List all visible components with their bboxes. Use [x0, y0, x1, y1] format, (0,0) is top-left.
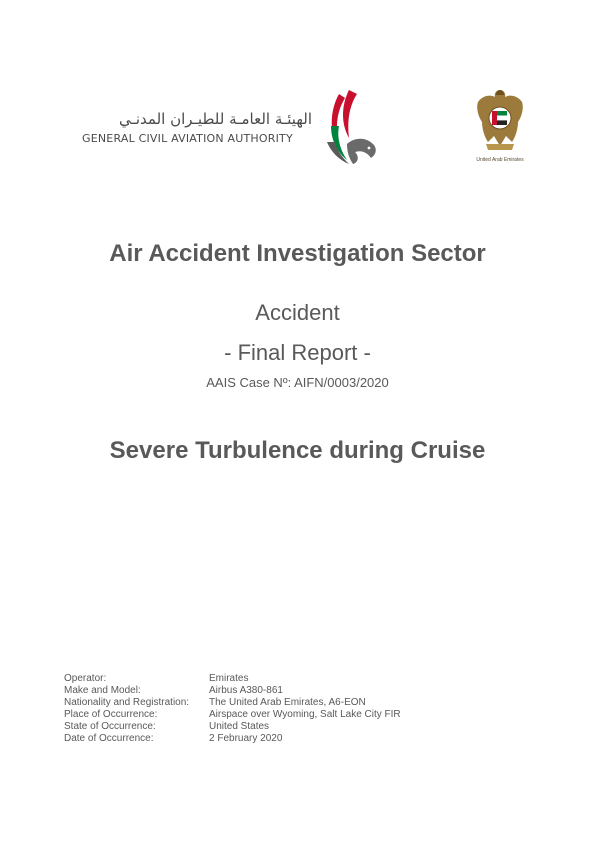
detail-value: Airspace over Wyoming, Salt Lake City FIR — [209, 709, 401, 720]
detail-label: Nationality and Registration: — [64, 697, 190, 708]
detail-label: Make and Model: — [64, 685, 141, 696]
uae-emblem — [470, 86, 530, 166]
detail-label: Operator: — [64, 673, 107, 684]
gcaa-logo — [80, 86, 385, 166]
detail-label: Date of Occurrence: — [64, 733, 154, 744]
detail-value: Emirates — [209, 673, 249, 684]
report-label: - Final Report - — [224, 340, 371, 365]
eagle-emblem-icon — [474, 86, 526, 154]
detail-value: Airbus A380-861 — [209, 685, 283, 696]
falcon-emblem-icon — [325, 86, 383, 166]
gcaa-arabic-name: الهيئـة العامـة للطيـران المدنـي — [118, 110, 312, 128]
detail-value: 2 February 2020 — [209, 733, 283, 744]
uae-caption: United Arab Emirates — [476, 157, 524, 163]
detail-value: The United Arab Emirates, A6-EON — [209, 697, 366, 708]
detail-label: Place of Occurrence: — [64, 709, 158, 720]
detail-label: State of Occurrence: — [64, 721, 156, 732]
sector-title: Air Accident Investigation Sector — [109, 240, 486, 267]
case-number: AAIS Case Nº: AIFN/0003/2020 — [206, 375, 389, 390]
gcaa-english-name: GENERAL CIVIL AVIATION AUTHORITY — [82, 132, 293, 145]
event-title: Severe Turbulence during Cruise — [109, 437, 486, 464]
report-type: Accident — [255, 300, 340, 325]
detail-value: United States — [209, 721, 270, 732]
